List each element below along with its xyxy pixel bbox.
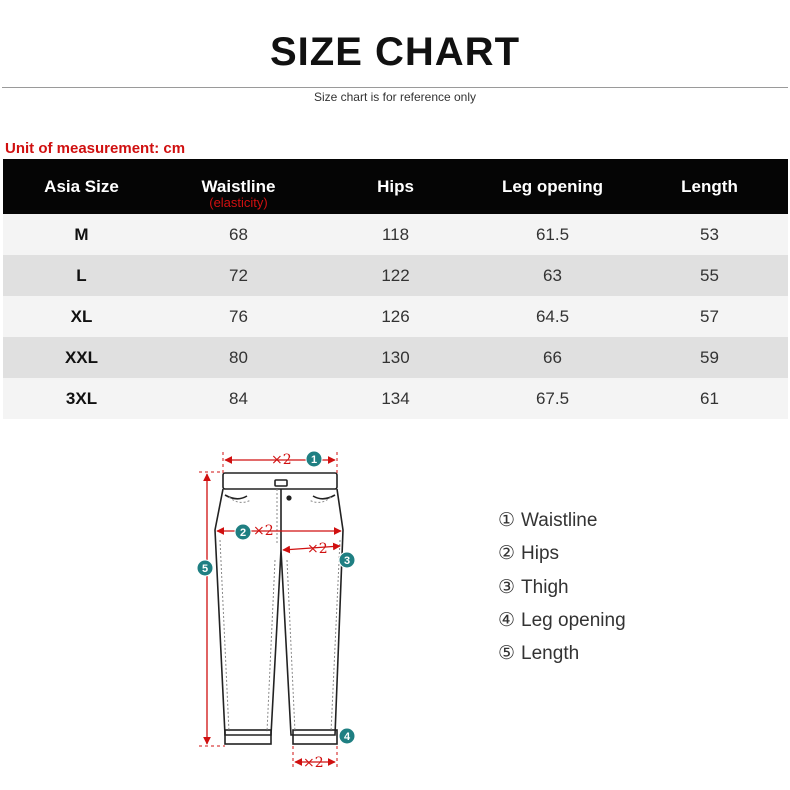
title-divider [2, 87, 788, 88]
header-waistline-label: Waistline [201, 176, 276, 196]
legend-label: Length [521, 643, 580, 665]
legend-number: ① [498, 510, 516, 531]
thigh-multiplier: ×2 [307, 541, 328, 557]
legend-number: ② [498, 543, 516, 565]
header-asia-size: Asia Size [3, 159, 160, 214]
pants-illustration [215, 473, 343, 744]
legend-number: ⑤ [498, 643, 516, 665]
table-row [3, 337, 788, 378]
waistline-elasticity-note: (elasticity) [209, 195, 268, 210]
cell-size: XXL [3, 337, 160, 378]
legend-item [498, 639, 626, 672]
legend-label: Leg opening [521, 609, 626, 631]
cell-hips: 130 [317, 337, 474, 378]
marker-3: 3 [343, 555, 351, 567]
cell-waist: 84 [160, 378, 317, 419]
legend-item [498, 573, 626, 606]
cell-leg: 63 [474, 255, 631, 296]
measurement-legend [498, 506, 626, 672]
cell-length: 53 [631, 214, 788, 255]
cell-length: 61 [631, 378, 788, 419]
table-row [3, 214, 788, 255]
waistline-multiplier: ×2 [271, 452, 292, 468]
unit-label: Unit of measurement: cm [5, 140, 186, 157]
cell-length: 59 [631, 337, 788, 378]
cell-waist: 68 [160, 214, 317, 255]
legend-number: ④ [498, 609, 516, 631]
legend-label: Thigh [521, 576, 569, 598]
legend-item [498, 539, 626, 572]
cell-leg: 61.5 [474, 214, 631, 255]
cell-size: XL [3, 296, 160, 337]
cell-hips: 134 [317, 378, 474, 419]
header-leg-opening: Leg opening [474, 159, 631, 214]
cell-length: 55 [631, 255, 788, 296]
header-waistline [160, 159, 317, 214]
table-header-row [3, 159, 788, 214]
table-row [3, 296, 788, 337]
marker-4: 4 [343, 731, 351, 743]
cell-hips: 122 [317, 255, 474, 296]
table-row [3, 255, 788, 296]
cell-size: M [3, 214, 160, 255]
table-row [3, 378, 788, 419]
cell-size: L [3, 255, 160, 296]
legend-number: ③ [498, 576, 516, 598]
marker-2: 2 [239, 527, 247, 539]
legend-label: Waistline [521, 510, 598, 531]
page-title: SIZE CHART [270, 30, 520, 74]
hips-multiplier: ×2 [253, 523, 274, 539]
cell-leg: 67.5 [474, 378, 631, 419]
cell-waist: 80 [160, 337, 317, 378]
page-subtitle: Size chart is for reference only [313, 90, 477, 104]
leg-opening-multiplier: ×2 [303, 755, 324, 771]
cell-length: 57 [631, 296, 788, 337]
size-table [3, 159, 788, 419]
cell-leg: 64.5 [474, 296, 631, 337]
cell-waist: 76 [160, 296, 317, 337]
cell-leg: 66 [474, 337, 631, 378]
header-hips: Hips [317, 159, 474, 214]
pants-diagram [185, 440, 365, 775]
header-length: Length [631, 159, 788, 214]
marker-5: 5 [201, 563, 209, 575]
cell-waist: 72 [160, 255, 317, 296]
cell-hips: 118 [317, 214, 474, 255]
legend-item [498, 606, 626, 639]
marker-1: 1 [310, 454, 318, 466]
legend-label: Hips [521, 543, 560, 565]
legend-item [498, 506, 626, 539]
cell-hips: 126 [317, 296, 474, 337]
cell-size: 3XL [3, 378, 160, 419]
